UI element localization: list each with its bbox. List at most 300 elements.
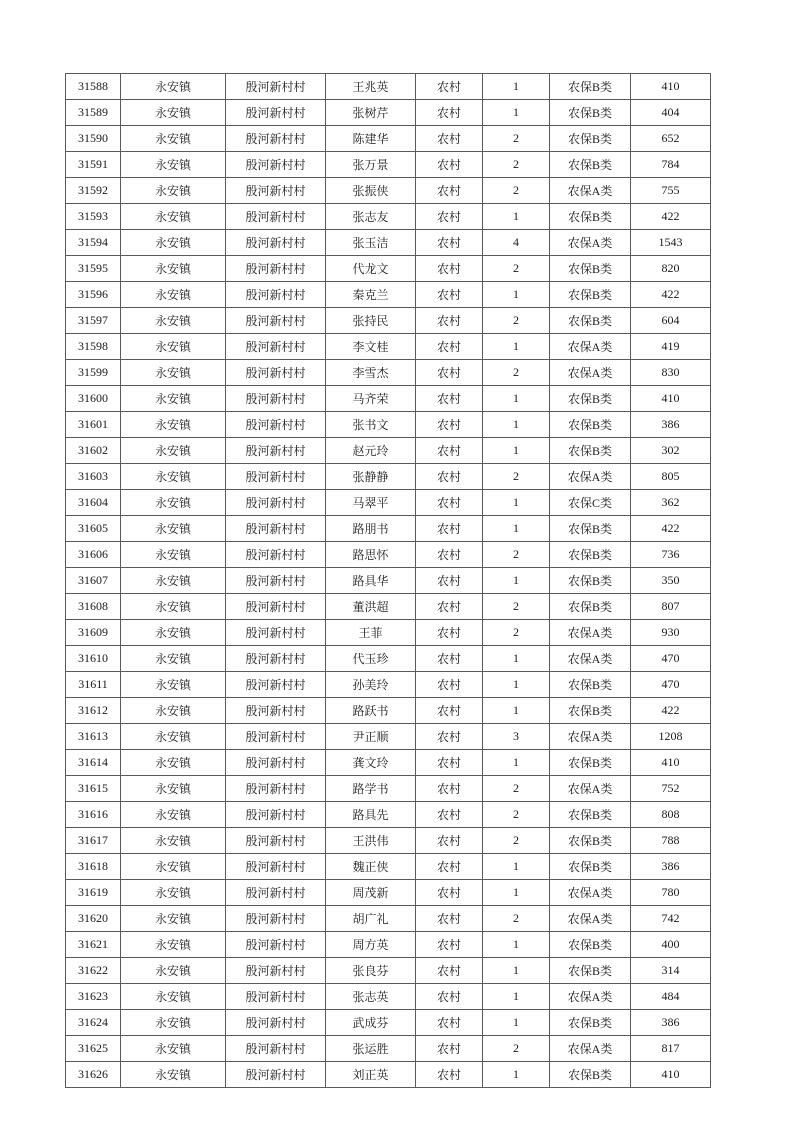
cell-person-name: 龚文玲	[326, 750, 416, 776]
cell-person-count: 1	[483, 204, 550, 230]
cell-town: 永安镇	[121, 750, 226, 776]
cell-record-id: 31605	[66, 516, 121, 542]
cell-village: 殷河新村村	[226, 412, 326, 438]
cell-residence-type: 农村	[416, 698, 483, 724]
cell-record-id: 31623	[66, 984, 121, 1010]
table-body	[66, 74, 711, 1088]
cell-village: 殷河新村村	[226, 360, 326, 386]
table-row	[66, 620, 711, 646]
cell-residence-type: 农村	[416, 542, 483, 568]
cell-insurance-category: 农保B类	[550, 152, 631, 178]
cell-amount: 410	[631, 74, 711, 100]
cell-town: 永安镇	[121, 516, 226, 542]
cell-insurance-category: 农保B类	[550, 854, 631, 880]
cell-person-name: 张玉洁	[326, 230, 416, 256]
cell-town: 永安镇	[121, 724, 226, 750]
cell-residence-type: 农村	[416, 464, 483, 490]
cell-person-name: 胡广礼	[326, 906, 416, 932]
cell-town: 永安镇	[121, 230, 226, 256]
cell-insurance-category: 农保B类	[550, 932, 631, 958]
cell-insurance-category: 农保B类	[550, 698, 631, 724]
cell-person-count: 2	[483, 308, 550, 334]
cell-residence-type: 农村	[416, 594, 483, 620]
cell-residence-type: 农村	[416, 438, 483, 464]
cell-town: 永安镇	[121, 854, 226, 880]
cell-insurance-category: 农保A类	[550, 178, 631, 204]
cell-insurance-category: 农保B类	[550, 282, 631, 308]
cell-record-id: 31610	[66, 646, 121, 672]
table-row	[66, 360, 711, 386]
cell-village: 殷河新村村	[226, 698, 326, 724]
cell-person-count: 1	[483, 438, 550, 464]
cell-town: 永安镇	[121, 542, 226, 568]
cell-amount: 422	[631, 698, 711, 724]
cell-person-name: 张万景	[326, 152, 416, 178]
cell-person-count: 1	[483, 958, 550, 984]
cell-amount: 807	[631, 594, 711, 620]
cell-person-name: 尹正顺	[326, 724, 416, 750]
cell-residence-type: 农村	[416, 308, 483, 334]
cell-person-count: 1	[483, 932, 550, 958]
cell-insurance-category: 农保B类	[550, 1062, 631, 1088]
cell-person-name: 张志英	[326, 984, 416, 1010]
cell-town: 永安镇	[121, 360, 226, 386]
cell-insurance-category: 农保A类	[550, 724, 631, 750]
cell-person-name: 路具华	[326, 568, 416, 594]
table-row	[66, 776, 711, 802]
cell-person-name: 代玉珍	[326, 646, 416, 672]
cell-record-id: 31608	[66, 594, 121, 620]
cell-amount: 386	[631, 1010, 711, 1036]
cell-insurance-category: 农保A类	[550, 334, 631, 360]
cell-person-name: 张运胜	[326, 1036, 416, 1062]
cell-person-count: 2	[483, 178, 550, 204]
cell-person-name: 魏正侠	[326, 854, 416, 880]
cell-person-name: 赵元玲	[326, 438, 416, 464]
table-row	[66, 906, 711, 932]
cell-residence-type: 农村	[416, 984, 483, 1010]
cell-person-count: 1	[483, 854, 550, 880]
cell-person-count: 2	[483, 776, 550, 802]
cell-town: 永安镇	[121, 620, 226, 646]
cell-amount: 788	[631, 828, 711, 854]
cell-person-name: 李雪杰	[326, 360, 416, 386]
cell-person-name: 张静静	[326, 464, 416, 490]
cell-insurance-category: 农保A类	[550, 984, 631, 1010]
cell-insurance-category: 农保A类	[550, 1036, 631, 1062]
cell-person-count: 2	[483, 906, 550, 932]
table-row	[66, 750, 711, 776]
cell-amount: 470	[631, 672, 711, 698]
cell-residence-type: 农村	[416, 334, 483, 360]
cell-insurance-category: 农保A类	[550, 906, 631, 932]
cell-insurance-category: 农保A类	[550, 360, 631, 386]
cell-residence-type: 农村	[416, 568, 483, 594]
cell-town: 永安镇	[121, 594, 226, 620]
cell-town: 永安镇	[121, 438, 226, 464]
cell-village: 殷河新村村	[226, 100, 326, 126]
cell-residence-type: 农村	[416, 880, 483, 906]
cell-village: 殷河新村村	[226, 308, 326, 334]
cell-person-count: 2	[483, 802, 550, 828]
cell-village: 殷河新村村	[226, 490, 326, 516]
cell-person-name: 张良芬	[326, 958, 416, 984]
cell-insurance-category: 农保A类	[550, 880, 631, 906]
cell-insurance-category: 农保B类	[550, 568, 631, 594]
cell-residence-type: 农村	[416, 74, 483, 100]
cell-insurance-category: 农保A类	[550, 646, 631, 672]
cell-residence-type: 农村	[416, 958, 483, 984]
cell-town: 永安镇	[121, 412, 226, 438]
cell-amount: 410	[631, 386, 711, 412]
cell-person-count: 1	[483, 984, 550, 1010]
cell-insurance-category: 农保B类	[550, 100, 631, 126]
cell-amount: 930	[631, 620, 711, 646]
cell-town: 永安镇	[121, 334, 226, 360]
cell-village: 殷河新村村	[226, 438, 326, 464]
cell-record-id: 31601	[66, 412, 121, 438]
cell-person-count: 1	[483, 74, 550, 100]
cell-record-id: 31620	[66, 906, 121, 932]
cell-amount: 604	[631, 308, 711, 334]
cell-record-id: 31588	[66, 74, 121, 100]
cell-village: 殷河新村村	[226, 724, 326, 750]
cell-person-count: 1	[483, 516, 550, 542]
cell-town: 永安镇	[121, 178, 226, 204]
cell-residence-type: 农村	[416, 360, 483, 386]
table-row	[66, 386, 711, 412]
cell-town: 永安镇	[121, 984, 226, 1010]
cell-record-id: 31598	[66, 334, 121, 360]
cell-person-name: 张持民	[326, 308, 416, 334]
cell-person-name: 路跃书	[326, 698, 416, 724]
cell-town: 永安镇	[121, 958, 226, 984]
cell-amount: 362	[631, 490, 711, 516]
cell-person-name: 王菲	[326, 620, 416, 646]
cell-village: 殷河新村村	[226, 542, 326, 568]
cell-person-count: 2	[483, 542, 550, 568]
table-row	[66, 282, 711, 308]
cell-town: 永安镇	[121, 672, 226, 698]
table-row	[66, 230, 711, 256]
cell-village: 殷河新村村	[226, 880, 326, 906]
cell-insurance-category: 农保B类	[550, 828, 631, 854]
cell-village: 殷河新村村	[226, 464, 326, 490]
table-row	[66, 724, 711, 750]
cell-person-name: 秦克兰	[326, 282, 416, 308]
table-row	[66, 802, 711, 828]
cell-person-name: 武成芬	[326, 1010, 416, 1036]
cell-person-count: 2	[483, 360, 550, 386]
cell-residence-type: 农村	[416, 178, 483, 204]
cell-amount: 400	[631, 932, 711, 958]
cell-person-name: 张书文	[326, 412, 416, 438]
cell-amount: 755	[631, 178, 711, 204]
cell-town: 永安镇	[121, 308, 226, 334]
cell-residence-type: 农村	[416, 750, 483, 776]
cell-town: 永安镇	[121, 568, 226, 594]
table-row	[66, 854, 711, 880]
cell-record-id: 31595	[66, 256, 121, 282]
cell-town: 永安镇	[121, 282, 226, 308]
cell-insurance-category: 农保B类	[550, 386, 631, 412]
cell-town: 永安镇	[121, 490, 226, 516]
cell-person-count: 1	[483, 1010, 550, 1036]
table-row	[66, 698, 711, 724]
cell-village: 殷河新村村	[226, 984, 326, 1010]
cell-person-name: 张树芹	[326, 100, 416, 126]
cell-record-id: 31591	[66, 152, 121, 178]
cell-residence-type: 农村	[416, 646, 483, 672]
cell-town: 永安镇	[121, 386, 226, 412]
cell-person-count: 1	[483, 646, 550, 672]
cell-record-id: 31625	[66, 1036, 121, 1062]
cell-person-name: 李文桂	[326, 334, 416, 360]
cell-record-id: 31602	[66, 438, 121, 464]
cell-person-name: 路思怀	[326, 542, 416, 568]
cell-residence-type: 农村	[416, 1062, 483, 1088]
cell-record-id: 31606	[66, 542, 121, 568]
cell-person-count: 1	[483, 386, 550, 412]
table-row	[66, 438, 711, 464]
cell-record-id: 31604	[66, 490, 121, 516]
cell-record-id: 31593	[66, 204, 121, 230]
cell-residence-type: 农村	[416, 126, 483, 152]
table-row	[66, 516, 711, 542]
table-row	[66, 204, 711, 230]
cell-town: 永安镇	[121, 256, 226, 282]
cell-person-count: 2	[483, 152, 550, 178]
cell-person-name: 董洪超	[326, 594, 416, 620]
table-row	[66, 308, 711, 334]
cell-village: 殷河新村村	[226, 828, 326, 854]
cell-person-name: 王兆英	[326, 74, 416, 100]
cell-village: 殷河新村村	[226, 386, 326, 412]
cell-village: 殷河新村村	[226, 230, 326, 256]
table-row	[66, 646, 711, 672]
cell-town: 永安镇	[121, 152, 226, 178]
cell-person-count: 1	[483, 568, 550, 594]
cell-town: 永安镇	[121, 646, 226, 672]
table-row	[66, 932, 711, 958]
cell-person-count: 1	[483, 880, 550, 906]
cell-insurance-category: 农保B类	[550, 412, 631, 438]
cell-person-count: 1	[483, 672, 550, 698]
cell-insurance-category: 农保B类	[550, 750, 631, 776]
cell-village: 殷河新村村	[226, 152, 326, 178]
cell-residence-type: 农村	[416, 1010, 483, 1036]
cell-person-count: 2	[483, 828, 550, 854]
cell-person-name: 代龙文	[326, 256, 416, 282]
cell-record-id: 31621	[66, 932, 121, 958]
cell-insurance-category: 农保B类	[550, 126, 631, 152]
cell-amount: 805	[631, 464, 711, 490]
table-row	[66, 74, 711, 100]
table-row	[66, 464, 711, 490]
cell-record-id: 31618	[66, 854, 121, 880]
cell-record-id: 31589	[66, 100, 121, 126]
table-row	[66, 542, 711, 568]
cell-insurance-category: 农保B类	[550, 308, 631, 334]
cell-person-count: 4	[483, 230, 550, 256]
cell-town: 永安镇	[121, 906, 226, 932]
cell-person-name: 路学书	[326, 776, 416, 802]
cell-residence-type: 农村	[416, 282, 483, 308]
cell-record-id: 31613	[66, 724, 121, 750]
cell-residence-type: 农村	[416, 412, 483, 438]
cell-insurance-category: 农保A类	[550, 230, 631, 256]
cell-insurance-category: 农保B类	[550, 958, 631, 984]
cell-insurance-category: 农保B类	[550, 594, 631, 620]
cell-record-id: 31616	[66, 802, 121, 828]
cell-town: 永安镇	[121, 932, 226, 958]
cell-insurance-category: 农保B类	[550, 204, 631, 230]
cell-insurance-category: 农保B类	[550, 74, 631, 100]
cell-person-name: 马翠平	[326, 490, 416, 516]
cell-village: 殷河新村村	[226, 932, 326, 958]
cell-village: 殷河新村村	[226, 646, 326, 672]
cell-person-count: 2	[483, 620, 550, 646]
cell-residence-type: 农村	[416, 672, 483, 698]
cell-town: 永安镇	[121, 698, 226, 724]
cell-village: 殷河新村村	[226, 178, 326, 204]
table-row	[66, 412, 711, 438]
cell-insurance-category: 农保B类	[550, 802, 631, 828]
cell-amount: 302	[631, 438, 711, 464]
cell-insurance-category: 农保B类	[550, 1010, 631, 1036]
cell-amount: 410	[631, 1062, 711, 1088]
cell-record-id: 31594	[66, 230, 121, 256]
table-row	[66, 958, 711, 984]
cell-amount: 808	[631, 802, 711, 828]
cell-amount: 404	[631, 100, 711, 126]
table-row	[66, 152, 711, 178]
cell-town: 永安镇	[121, 1036, 226, 1062]
cell-amount: 652	[631, 126, 711, 152]
cell-residence-type: 农村	[416, 386, 483, 412]
cell-village: 殷河新村村	[226, 204, 326, 230]
table-row	[66, 1062, 711, 1088]
cell-person-name: 陈建华	[326, 126, 416, 152]
cell-village: 殷河新村村	[226, 1010, 326, 1036]
cell-record-id: 31626	[66, 1062, 121, 1088]
cell-amount: 1543	[631, 230, 711, 256]
cell-person-name: 刘正英	[326, 1062, 416, 1088]
cell-residence-type: 农村	[416, 620, 483, 646]
cell-residence-type: 农村	[416, 204, 483, 230]
cell-residence-type: 农村	[416, 230, 483, 256]
cell-village: 殷河新村村	[226, 256, 326, 282]
cell-person-count: 2	[483, 464, 550, 490]
cell-person-name: 孙美玲	[326, 672, 416, 698]
cell-amount: 830	[631, 360, 711, 386]
cell-person-name: 张振侠	[326, 178, 416, 204]
cell-village: 殷河新村村	[226, 568, 326, 594]
cell-residence-type: 农村	[416, 802, 483, 828]
cell-record-id: 31612	[66, 698, 121, 724]
cell-amount: 484	[631, 984, 711, 1010]
cell-record-id: 31609	[66, 620, 121, 646]
cell-record-id: 31592	[66, 178, 121, 204]
cell-person-count: 1	[483, 282, 550, 308]
table-row	[66, 672, 711, 698]
cell-record-id: 31615	[66, 776, 121, 802]
cell-village: 殷河新村村	[226, 282, 326, 308]
cell-residence-type: 农村	[416, 854, 483, 880]
cell-town: 永安镇	[121, 828, 226, 854]
cell-person-count: 3	[483, 724, 550, 750]
cell-record-id: 31611	[66, 672, 121, 698]
cell-person-name: 路朋书	[326, 516, 416, 542]
table-row	[66, 880, 711, 906]
cell-record-id: 31619	[66, 880, 121, 906]
cell-person-count: 2	[483, 594, 550, 620]
cell-record-id: 31622	[66, 958, 121, 984]
cell-residence-type: 农村	[416, 152, 483, 178]
cell-village: 殷河新村村	[226, 594, 326, 620]
cell-town: 永安镇	[121, 100, 226, 126]
cell-record-id: 31614	[66, 750, 121, 776]
cell-amount: 752	[631, 776, 711, 802]
cell-village: 殷河新村村	[226, 906, 326, 932]
cell-record-id: 31603	[66, 464, 121, 490]
cell-amount: 470	[631, 646, 711, 672]
cell-person-count: 2	[483, 1036, 550, 1062]
cell-record-id: 31600	[66, 386, 121, 412]
cell-amount: 410	[631, 750, 711, 776]
cell-person-name: 路具先	[326, 802, 416, 828]
table-row	[66, 334, 711, 360]
cell-amount: 422	[631, 282, 711, 308]
cell-insurance-category: 农保A类	[550, 776, 631, 802]
cell-record-id: 31624	[66, 1010, 121, 1036]
cell-town: 永安镇	[121, 464, 226, 490]
cell-insurance-category: 农保B类	[550, 672, 631, 698]
table-row	[66, 568, 711, 594]
cell-residence-type: 农村	[416, 828, 483, 854]
cell-amount: 1208	[631, 724, 711, 750]
cell-record-id: 31599	[66, 360, 121, 386]
cell-person-count: 1	[483, 334, 550, 360]
cell-insurance-category: 农保A类	[550, 464, 631, 490]
cell-person-count: 1	[483, 100, 550, 126]
cell-village: 殷河新村村	[226, 74, 326, 100]
cell-village: 殷河新村村	[226, 802, 326, 828]
cell-record-id: 31590	[66, 126, 121, 152]
cell-record-id: 31607	[66, 568, 121, 594]
cell-residence-type: 农村	[416, 516, 483, 542]
cell-insurance-category: 农保B类	[550, 256, 631, 282]
cell-amount: 817	[631, 1036, 711, 1062]
table-row	[66, 594, 711, 620]
cell-person-name: 马齐荣	[326, 386, 416, 412]
cell-person-name: 王洪伟	[326, 828, 416, 854]
table-row	[66, 1036, 711, 1062]
table-row	[66, 828, 711, 854]
table-row	[66, 178, 711, 204]
cell-residence-type: 农村	[416, 776, 483, 802]
cell-person-count: 2	[483, 256, 550, 282]
cell-person-count: 1	[483, 698, 550, 724]
cell-record-id: 31596	[66, 282, 121, 308]
cell-amount: 422	[631, 204, 711, 230]
cell-amount: 350	[631, 568, 711, 594]
cell-insurance-category: 农保A类	[550, 620, 631, 646]
cell-person-count: 1	[483, 1062, 550, 1088]
cell-residence-type: 农村	[416, 100, 483, 126]
cell-amount: 780	[631, 880, 711, 906]
cell-village: 殷河新村村	[226, 620, 326, 646]
